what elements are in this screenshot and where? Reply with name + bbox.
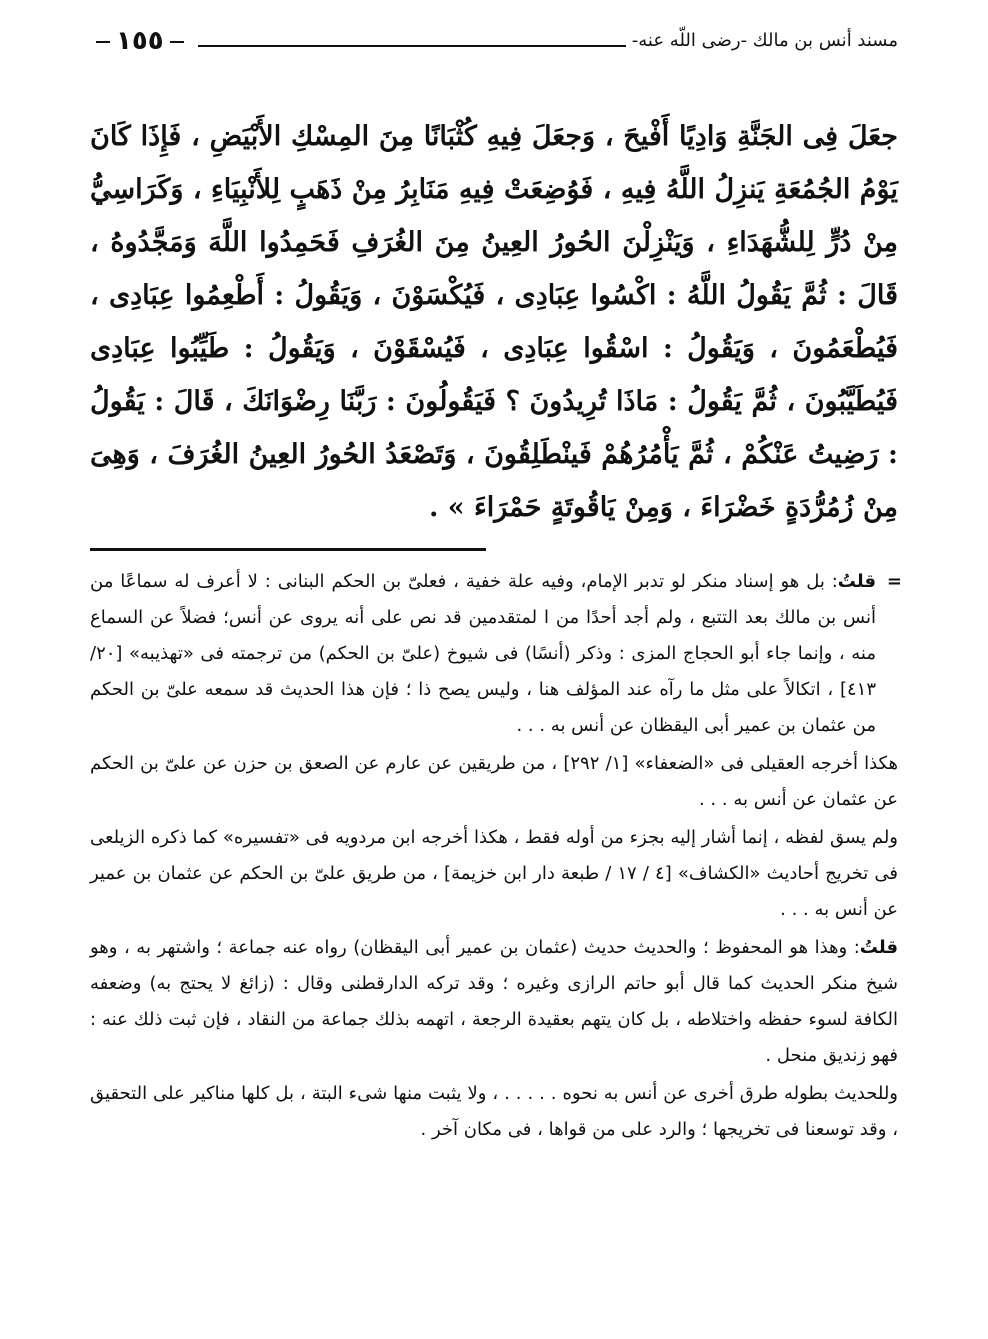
footnote-separator	[90, 534, 898, 564]
running-header	[90, 22, 898, 68]
footnote-label: قلتُ	[837, 571, 876, 592]
footnote-paragraph-1	[90, 564, 902, 744]
page-number-block	[90, 26, 190, 56]
header-rule	[198, 45, 626, 47]
footnote-paragraph-5: وللحديث بطوله طرق أخرى عن أنس به نحوه . . . . . ، ولا يثبت منها شىء البتة ، بل كلها مناكير على التحقيق ، وقد توسعنا فى تخريجها ؛ والرد على من قواها ، فى مكان آخر .	[90, 1083, 898, 1140]
page-number: ١٥٥	[116, 26, 164, 56]
footnote-paragraph-4	[90, 930, 898, 1074]
continuation-mark: =	[886, 571, 902, 592]
book-page	[90, 22, 902, 1322]
footnote-text: : بل هو إسناد منكر لو تدبر الإمام، وفيه علة خفية ، فعلىّ بن الحكم البنانى : لا أعرف له سماعًا من أنس بن مالك بعد التتبع ، ولم أجد أحدًا من ا لمتقدمين قد نص على أنه يروى عن أنس؛ فضلاً عن السماع منه ، وإنما جاء أبو الحجاج المزى : وذكر (أنسًا) فى شيوخ (علىّ بن الحكم) من ترجمته فى «تهذيبه» [٢٠/ ٤١٣] ، اتكالاً على مثل ما رآه عند المؤلف هنا ، وليس يصح ذا ؛ فإن هذا الحديث قد سمعه علىّ بن الحكم من عثمان بن عمير أبى اليقظان عن أنس به . . .	[90, 571, 876, 736]
page-number-dash-left	[96, 41, 110, 43]
page-number-dash-right	[170, 41, 184, 43]
hadith-text	[90, 110, 898, 534]
hadith-paragraph: جعَلَ فِى الجَنَّةِ وَادِيًا أَفْيحَ ، وَجعَلَ فِيهِ كُثْبَانًا مِنَ المِسْكِ الأَبْيَضِ ، فَإِذَا كَانَ يَوْمُ الجُمُعَةِ يَنزِلُ اللَّهُ فِيهِ ، فَوُضِعَتْ فِيهِ مَنَابِرُ مِنْ ذَهَبٍ لِلأَنْبِيَاءِ ، وَكَرَاسِيُّ مِنْ دُرٍّ لِلشُّهَدَاءِ ، وَيَنْزِلْنَ الحُورُ العِينُ مِنَ الغُرَفِ فَحَمِدُوا اللَّهَ وَمَجَّدُوهُ ، قَالَ : ثُمَّ يَقُولُ اللَّهُ : اكْسُوا عِبَادِى ، فَيُكْسَوْنَ ، وَيَقُولُ : أَطْعِمُوا عِبَادِى ، فَيُطْعَمُونَ ، وَيَقُولُ : اسْقُوا عِبَادِى ، فَيُسْقَوْنَ ، وَيَقُولُ : طَيِّبُوا عِبَادِى فَيُطَيَّبُونَ ، ثُمَّ يَقُولُ : مَاذَا تُرِيدُونَ ؟ فَيَقُولُونَ : رَبَّنَا رِضْوَانَكَ ، قَالَ : يَقُولُ : رَضِيتُ عَنْكُمْ ، ثُمَّ يَأْمُرُهُمْ فَينْطَلِقُونَ ، وَتَصْعَدُ الحُورُ العِينُ الغُرَفَ ، وَهِىَ مِنْ زُمُرُّدَةٍ خَضْرَاءَ ، وَمِنْ يَاقُوتَةٍ حَمْرَاءَ » .	[90, 121, 898, 523]
footnotes	[90, 564, 902, 1148]
footnote-paragraph-3: ولم يسق لفظه ، إنما أشار إليه بجزء من أوله فقط ، هكذا أخرجه ابن مردويه فى «تفسيره» كما ذكره الزيلعى فى تخريج أحاديث «الكشاف» [٤ / ١٧ / طبعة دار ابن خزيمة] ، من طريق علىّ بن الحكم عن عثمان بن عمير عن أنس به . . .	[90, 827, 898, 920]
header-title: مسند أنس بن مالك -رضى اللّه عنه-	[631, 30, 898, 51]
footnote-paragraph-2: هكذا أخرجه العقيلى فى «الضعفاء» [١/ ٢٩٢] ، من طريقين عن عارم عن الصعق بن حزن عن علىّ بن الحكم عن عثمان عن أنس به . . .	[90, 753, 898, 810]
footnote-separator-line	[90, 548, 486, 551]
footnote-label: قلتُ	[859, 937, 898, 958]
footnote-text: : وهذا هو المحفوظ ؛ والحديث حديث (عثمان بن عمير أبى اليقظان) رواه عنه جماعة ؛ واشتهر به ، وهو شيخ منكر الحديث كما قال أبو حاتم الرازى وغيره ؛ وقد تركه الدارقطنى وقال : (زائغ لا يحتج به) وضعفه الكافة لسوء حفظه واختلاطه ، بل كان يتهم بعقيدة الرجعة ، اتهمه بذلك جماعة من النقاد ، فإن ثبت ذلك عنه : فهو زنديق منحل .	[90, 937, 898, 1066]
